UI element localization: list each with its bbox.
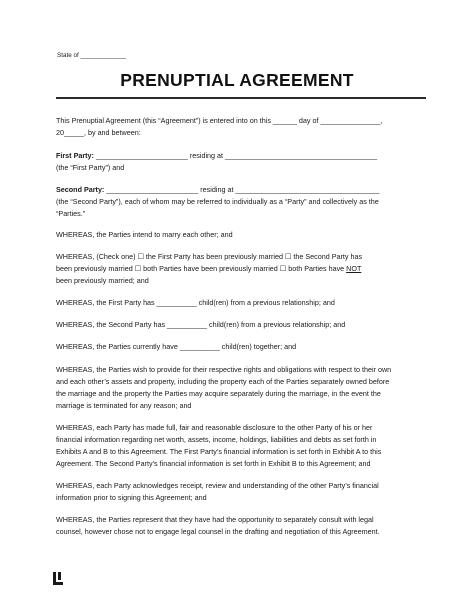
intro-line-1: This Prenuptial Agreement (this “Agreement”) is entered into on this ______ day of _______________, <box>56 116 383 125</box>
whereas-7-line-4: Agreement. The Second Party’s financial information is set forth in Exhibit B to this Agreement; and <box>56 459 371 468</box>
whereas-1: WHEREAS, the Parties intend to marry each other; and <box>56 230 233 239</box>
whereas-2-line-1: WHEREAS, (Check one) ☐ the First Party has been previously married ☐ the Second Party has <box>56 252 363 261</box>
document-title: PRENUPTIAL AGREEMENT <box>120 70 354 90</box>
whereas-9-line-2: counsel, however chose not to engage legal counsel in the drafting and negotiation of this Agreement. <box>56 527 380 536</box>
whereas-3: WHEREAS, the First Party has __________ child(ren) from a previous relationship; and <box>56 298 335 307</box>
whereas-8-line-1: WHEREAS, each Party acknowledges receipt, review and understanding of the other Party’s financial <box>56 481 379 490</box>
not-emphasis: NOT <box>346 264 362 273</box>
whereas-5: WHEREAS, the Parties currently have __________ child(ren) together; and <box>56 342 297 351</box>
whereas-9-line-1: WHEREAS, the Parties represent that they have had the opportunity to separately consult with legal <box>56 515 374 524</box>
whereas-2-line-3: been previously married; and <box>56 276 149 285</box>
state-of-line: State of _____________ <box>57 52 126 59</box>
second-party-line-3: “Parties.” <box>56 209 86 218</box>
whereas-7-line-3: Exhibits A and B to this Agreement. The First Party’s financial information is set forth in Exhibit A to this <box>56 447 382 456</box>
second-party-line-2: (the “Second Party”), each of whom may be referred to individually as a “Party” and collectively as the <box>56 197 379 206</box>
whereas-7-line-2: financial information regarding net worth, assets, income, holdings, liabilities and debts as set forth in <box>56 435 377 444</box>
whereas-6-line-3: the marriage and the property the Parties may acquire separately during the marriage, in the event the <box>56 389 381 398</box>
lawdepot-logo-icon <box>53 572 64 585</box>
whereas-2-line-2 <box>56 263 426 275</box>
whereas-8-line-2: information prior to signing this Agreement; and <box>56 493 207 502</box>
second-party-fields: _______________________ residing at ____________________________________ <box>104 185 380 194</box>
second-party-label: Second Party: <box>56 185 105 194</box>
title-divider <box>56 97 426 99</box>
whereas-6-line-4: marriage is terminated for any reason; and <box>56 401 192 410</box>
whereas-4: WHEREAS, the Second Party has __________ child(ren) from a previous relationship; and <box>56 320 346 329</box>
whereas-6-line-2: and each other’s assets and property, including the property each of the Parties separately owned before <box>56 377 390 386</box>
second-party-line <box>56 184 426 196</box>
first-party-label: First Party: <box>56 151 94 160</box>
whereas-7-line-1: WHEREAS, each Party has made full, fair and reasonable disclosure to the other Party of his or her <box>56 423 373 432</box>
first-party-line-2: (the “First Party”) and <box>56 163 125 172</box>
intro-line-2: 20_____, by and between: <box>56 128 141 137</box>
first-party-fields: _______________________ residing at ______________________________________ <box>93 151 377 160</box>
first-party-line <box>56 150 426 162</box>
whereas-6-line-1: WHEREAS, the Parties wish to provide for their respective rights and obligations with respect to their own <box>56 365 392 374</box>
whereas-2-line-2-text: been previously married ☐ both Parties have been previously married ☐ both Parties have <box>56 264 347 273</box>
